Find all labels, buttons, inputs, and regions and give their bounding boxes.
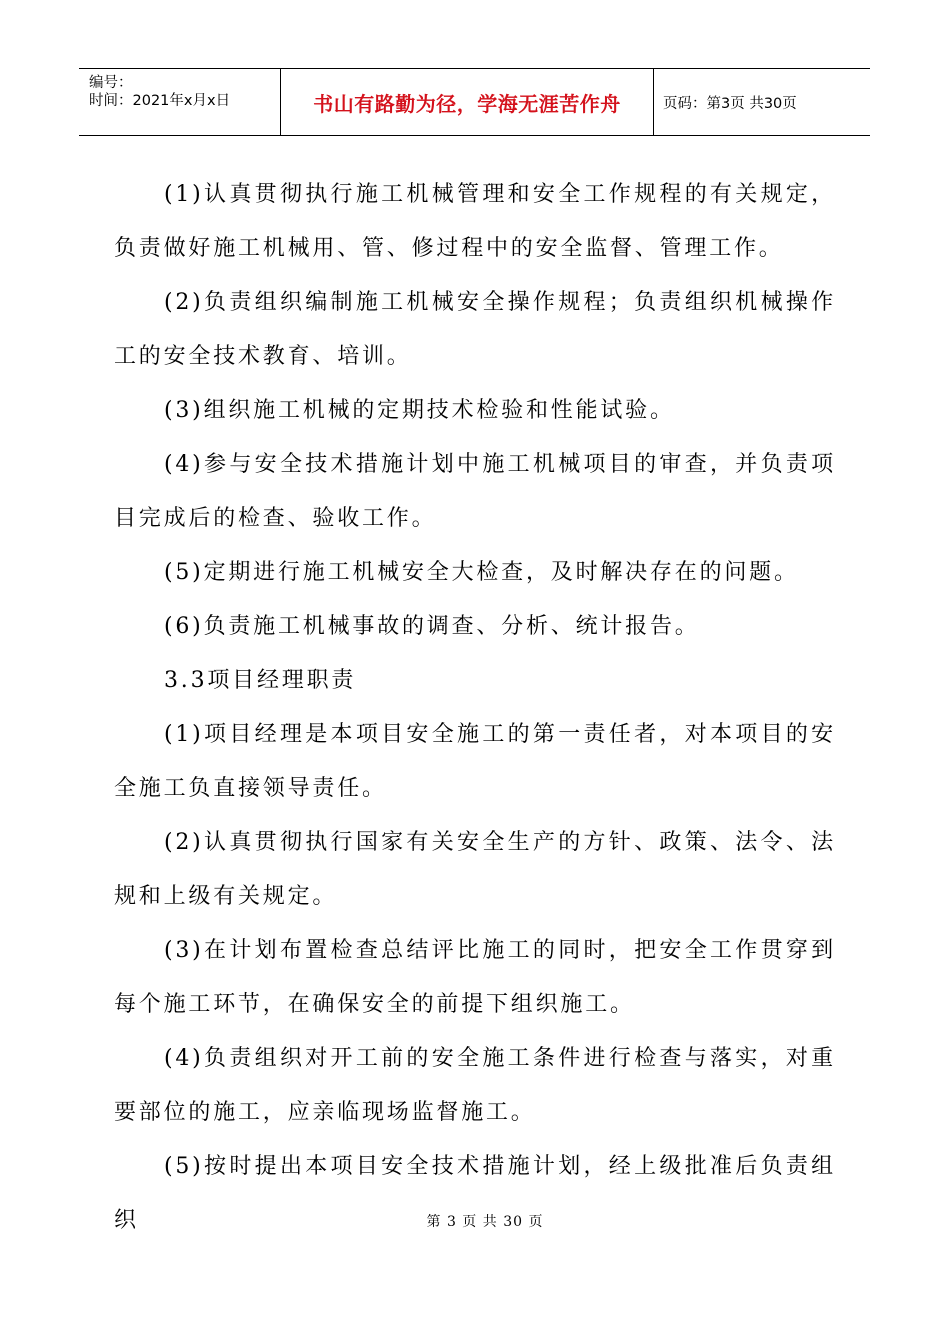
document-time-label: 时间：2021年x月x日	[89, 93, 231, 109]
paragraph: (4)负责组织对开工前的安全施工条件进行检查与落实，对重要部位的施工，应亲临现场监督施工。	[114, 1046, 836, 1125]
paragraph: (1)项目经理是本项目安全施工的第一责任者，对本项目的安全施工负直接领导责任。	[114, 722, 836, 801]
page-header	[79, 68, 870, 136]
header-page-label: 页码：第3页 共30页	[663, 95, 797, 112]
paragraph: (2)认真贯彻执行国家有关安全生产的方针、政策、法令、法规和上级有关规定。	[114, 830, 836, 909]
header-meta-cell	[79, 69, 281, 135]
paragraph: (5)按时提出本项目安全技术措施计划，经上级批准后负责组织	[114, 1154, 836, 1233]
paragraph: (4)参与安全技术措施计划中施工机械项目的审查，并负责项目完成后的检查、验收工作。	[114, 452, 836, 531]
document-body	[114, 168, 836, 1248]
paragraph: (5)定期进行施工机械安全大检查，及时解决存在的问题。	[164, 560, 799, 585]
paragraph: (2)负责组织编制施工机械安全操作规程；负责组织机械操作工的安全技术教育、培训。	[114, 290, 836, 369]
paragraph: (3)组织施工机械的定期技术检验和性能试验。	[164, 398, 675, 423]
paragraph: (6)负责施工机械事故的调查、分析、统计报告。	[164, 614, 700, 639]
paragraph: (3)在计划布置检查总结评比施工的同时，把安全工作贯穿到每个施工环节，在确保安全的前提下组织施工。	[114, 938, 836, 1017]
paragraph: (1)认真贯彻执行施工机械管理和安全工作规程的有关规定，负责做好施工机械用、管、修过程中的安全监督、管理工作。	[114, 182, 836, 261]
page-footer: 第 3 页 共 30 页	[426, 1214, 544, 1230]
header-motto: 书山有路勤为径，学海无涯苦作舟	[281, 69, 654, 135]
section-heading: 3.3项目经理职责	[164, 668, 357, 693]
document-number-label: 编号：	[89, 75, 133, 91]
